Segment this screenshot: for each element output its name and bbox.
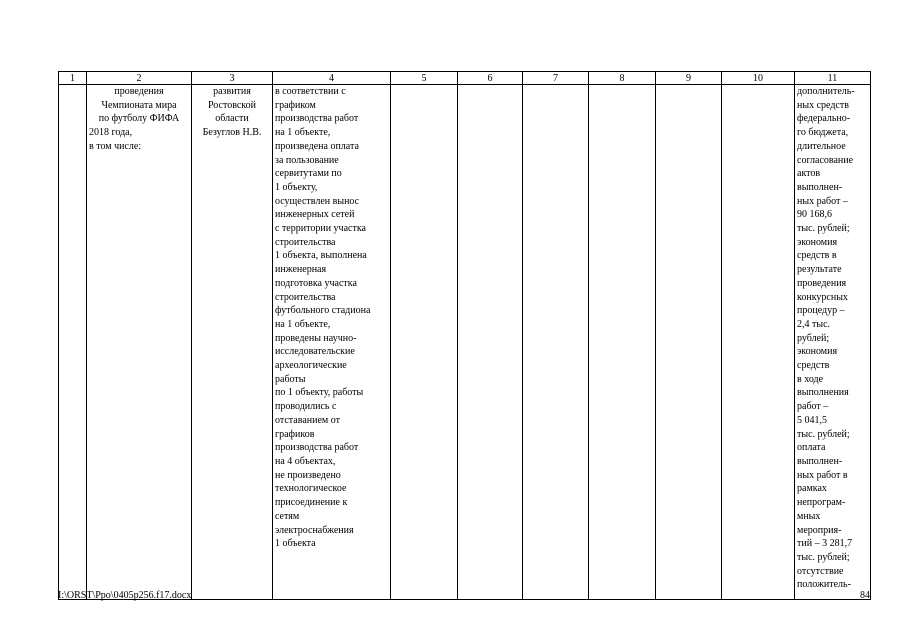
cell-line: средств [797,360,830,372]
cell-line: футбольного стадиона [275,305,371,317]
cell-line: отставанием от [275,414,340,426]
cell-line: исследовательские [275,346,355,358]
cell-line: инженерных сетей [275,209,355,221]
cell-line: экономия [797,236,838,248]
header-row [59,72,871,85]
cell-line: Чемпионата мира [101,99,177,111]
cell-line: ных работ в [797,469,848,481]
cell-line: инженерная [275,264,327,276]
header-col-6: 6 [458,72,523,85]
cell-line: области [215,113,249,125]
cell-col-1 [59,85,87,600]
cell-line: актов [797,168,821,180]
cell-line: проведения [797,277,847,289]
header-col-10: 10 [722,72,795,85]
cell-line: ных работ – [797,195,848,207]
cell-line: тыс. рублей; [797,223,850,235]
header-col-3: 3 [192,72,273,85]
cell-line: графиков [275,428,315,440]
cell-line: выполнен- [797,455,843,467]
cell-col-5 [391,85,458,600]
cell-line: сервитутами по [275,168,342,180]
cell-line: го бюджета, [797,127,849,139]
cell-col-7 [523,85,589,600]
cell-col-9 [656,85,722,600]
cell-line: тыс. рублей; [797,428,850,440]
cell-line: подготовка участка [275,277,357,289]
cell-line: Безуглов Н.В. [202,127,262,139]
cell-line: 1 объекта [275,538,316,550]
cell-line: мных [797,510,821,522]
cell-line: электроснабжения [275,524,354,536]
cell-line: за пользование [275,154,339,166]
cell-line: проведены научно- [275,332,357,344]
cell-line: на 4 объектах, [275,455,336,467]
cell-line: осуществлен вынос [275,195,360,207]
cell-line: ных средств [797,99,849,111]
cell-line: работы [275,373,306,385]
cell-line: 5 041,5 [797,414,827,426]
cell-line: рамках [797,483,827,495]
cell-line: 1 объекту, [275,181,318,193]
cell-line: согласование [797,154,854,166]
cell-line: конкурсных [797,291,848,303]
cell-line: производства работ [275,442,359,454]
cell-line: выполнения [797,387,849,399]
cell-line: не произведено [275,469,341,481]
footer-file-path: I:\ORST\Ppo\0405p256.f17.docx [58,590,192,601]
cell-line: по 1 объекту, работы [275,387,364,399]
cell-col-3 [192,85,273,600]
cell-line: по футболу ФИФА [98,113,180,125]
cell-line: сетям [275,510,300,522]
cell-line: тий – 3 281,7 [797,538,853,550]
cell-col-11 [795,85,871,600]
cell-line: 90 168,6 [797,209,832,221]
cell-line: с территории участка [275,223,366,235]
header-col-7: 7 [523,72,589,85]
cell-line: на 1 объекте, [275,127,331,139]
cell-line: средств в [797,250,837,262]
cell-line: в соответствии с [275,86,346,97]
header-col-2: 2 [87,72,192,85]
cell-line: процедур – [797,305,845,317]
header-col-9: 9 [656,72,722,85]
cell-line: 1 объекта, выполнена [275,250,367,262]
cell-line: развития [213,86,251,97]
cell-line: произведена оплата [275,140,359,152]
cell-line: непрограм- [797,497,846,509]
cell-line: федерально- [797,113,851,125]
cell-line: тыс. рублей; [797,551,850,563]
cell-line: оплата [797,442,826,454]
cell-line: на 1 объекте, [275,318,331,330]
cell-col-2 [87,85,192,600]
report-table [58,71,871,600]
cell-col-6 [458,85,523,600]
cell-line: отсутствие [797,565,844,577]
cell-line: строительства [275,236,336,248]
header-col-11: 11 [795,72,871,85]
cell-line: результате [797,264,842,276]
cell-line: проведения [114,86,164,97]
cell-line: 2018 года, [89,127,133,139]
cell-line: рублей; [797,332,830,344]
cell-line: мероприя- [797,524,842,536]
cell-line: 2,4 тыс. [797,318,831,330]
table-row [59,85,871,600]
cell-col-4 [273,85,391,600]
header-col-1: 1 [59,72,87,85]
cell-line: проводились с [275,401,337,413]
cell-line: дополнитель- [797,86,855,97]
cell-line: графиком [275,99,316,111]
header-col-4: 4 [273,72,391,85]
footer-page-number: 84 [860,590,870,601]
cell-line: работ – [797,401,829,413]
cell-line: в ходе [797,373,824,385]
cell-line: археологические [275,360,347,372]
cell-line: экономия [797,346,838,358]
cell-line: Ростовской [207,99,257,111]
cell-line: в том числе: [89,140,142,152]
cell-line: положитель- [797,579,851,591]
cell-col-10 [722,85,795,600]
header-col-5: 5 [391,72,458,85]
cell-line: технологическое [275,483,347,495]
cell-line: присоединение к [275,497,348,509]
cell-line: производства работ [275,113,359,125]
cell-line: длительное [797,140,846,152]
header-col-8: 8 [589,72,656,85]
cell-col-8 [589,85,656,600]
cell-line: строительства [275,291,336,303]
cell-line: выполнен- [797,181,843,193]
